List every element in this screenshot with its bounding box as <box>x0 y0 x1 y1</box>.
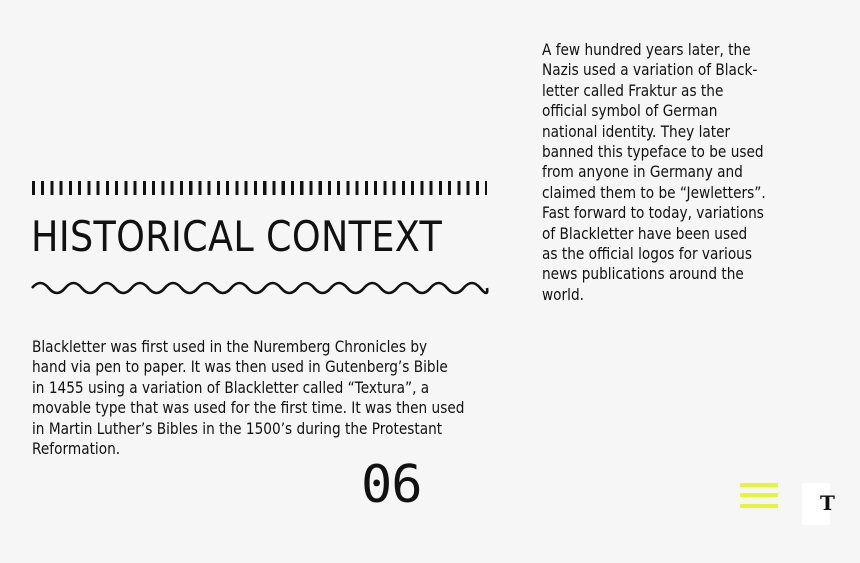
menu-bar <box>740 483 778 487</box>
nyt-logo-badge[interactable] <box>802 483 835 525</box>
paragraph-line: from anyone in Germany and <box>542 162 743 182</box>
paragraph-line: Fast forward to today, variations <box>542 203 764 223</box>
paragraph-line: of Blackletter have been used <box>542 223 748 243</box>
paragraph-line: Nazis used a variation of Black- <box>542 60 758 80</box>
paragraph-line: hand via pen to paper. It was then used in Gutenberg’s Bible <box>32 357 448 377</box>
history-paragraph-left <box>32 337 464 459</box>
paragraph-line: world. <box>542 284 585 304</box>
paragraph-line: Blackletter was first used in the Nuremberg Chronicles by <box>32 337 428 356</box>
paragraph-line: as the official logos for various <box>542 244 752 264</box>
menu-bar <box>740 493 778 497</box>
paragraph-line: letter called Fraktur as the <box>542 80 724 100</box>
history-paragraph-right <box>542 40 766 305</box>
paragraph-line: movable type that was used for the first time. It was then used <box>32 398 465 418</box>
page-number: 06 <box>361 455 422 515</box>
paragraph-line: official symbol of German <box>542 101 718 121</box>
paragraph-line: claimed them to be “Jewletters”. <box>542 182 766 202</box>
nyt-logo-icon: T <box>820 491 835 515</box>
tick-divider <box>32 181 487 195</box>
wave-divider <box>32 276 487 300</box>
paragraph-line: news publications around the <box>542 264 744 284</box>
hamburger-menu-icon[interactable] <box>740 481 778 513</box>
paragraph-line: national identity. They later <box>542 121 731 141</box>
page-title: HISTORICAL CONTEXT <box>31 212 443 261</box>
paragraph-line: A few hundred years later, the <box>542 40 751 59</box>
paragraph-line: banned this typeface to be used <box>542 142 764 162</box>
paragraph-line: in Martin Luther’s Bibles in the 1500’s during the Protestant <box>32 418 443 438</box>
menu-bar <box>740 504 778 508</box>
paragraph-line: in 1455 using a variation of Blackletter called “Textura”, a <box>32 377 430 397</box>
paragraph-line: Reformation. <box>32 439 121 459</box>
